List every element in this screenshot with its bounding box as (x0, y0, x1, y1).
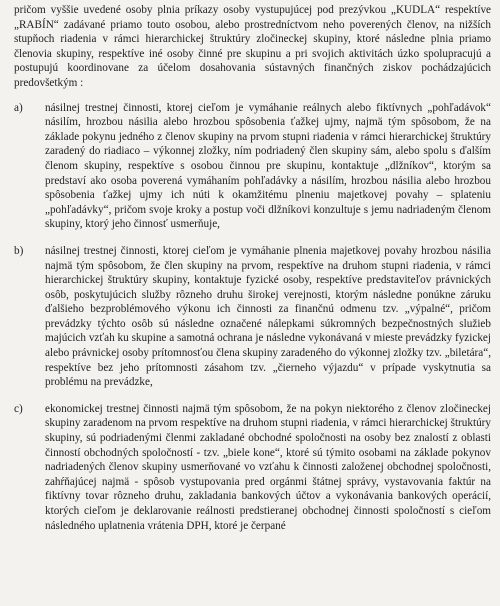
list-item-b (14, 244, 491, 390)
list-item-text-c: ekonomickej trestnej činnosti najmä tým spôsobom, že na pokyn niektorého z členov zločineckej skupiny zaradenom na prvom respektíve na druhom stupni riadenia, v rámci hierarchickej štruktúry skupiny, sú podriadenými členmi zakladané obchodné spoločnosti na osoby bez znalostí z oblasti činností obchodných spoločností - tzv. „biele kone“, ktoré sú týmito osobami na základe pokynov nadriadených členov skupiny usmerňované vo vzťahu k činnosti založenej obchodnej spoločnosti, zahŕňajúcej najmä - spôsob vystupovania pred orgánmi štátnej správy, vystavovania faktúr na fiktívny tovar rôzneho druhu, zakladania bankových účtov a vykonávania bankových operácií, ktorých cieľom je deklarovanie reálnosti predstieranej obchodnej činnosti spoločností s cieľom následného uplatnenia vrátenia DPH, ktoré je čerpané (45, 402, 491, 532)
list-item-c (14, 402, 491, 533)
list-marker-a: a) (14, 101, 23, 114)
list-marker-b: b) (14, 244, 24, 257)
list-marker-c: c) (14, 402, 23, 415)
intro-paragraph: pričom vyššie uvedené osoby plnia príkazy osoby vystupujúcej pod prezývkou „KUDLA“ respektíve „RABÍN“ zadávané priamo touto osobou, alebo prostredníctvom neho poverených členov, na nižších stupňoch riadenia v rámci hierarchickej štruktúry zločineckej skupiny, ktoré následne plnia priamo členovia skupiny, respektíve iné osoby činné pre skupinu a pri svojich aktivitách úzko spolupracujú a postupujú koordinovane za účelom dosahovania sústavných finančných ziskov pochádzajúcich predovšetkým : (14, 4, 491, 89)
list-item-a (14, 101, 491, 232)
list-item-text-b: násilnej trestnej činnosti, ktorej cieľom je vymáhanie plnenia majetkovej povahy hrozbou násilia najmä tým spôsobom, že člen skupiny na prvom, respektíve na druhom stupni riadenia, v rámci hierarchickej štruktúry skupiny, kontaktuje fyzické osoby, respektíve predstaviteľov právnických osôb, poskytujúcich služby rôzneho druhu širokej verejnosti, ktorým následne ponúkne záruku ďalšieho bezproblémového výkonu ich činnosti za finančnú odmenu tzv. „výpalné“, pričom prevádzky týchto osôb sú následne označené nálepkami súkromných bezpečnostných služieb majúcich vzťah ku skupine a samotná ochrana je následne vykonávaná v mieste prevádzky fyzickej alebo právnickej osoby prítomnosťou člena skupiny zaradeného do výkonnej zložky tzv. „biletára“, respektíve bez jeho prítomnosti zásahom tzv. „čierneho výjazdu“ v prípade vyskytnutia sa problému na prevádzke, (45, 244, 491, 389)
list-item-text-a: násilnej trestnej činnosti, ktorej cieľom je vymáhanie reálnych alebo fiktívnych „pohľadávok“ násilím, hrozbou násilia alebo hrozbou spôsobenia ťažkej ujmy, najmä tým spôsobom, že na základe pokynu jedného z členov skupiny na prvom stupni riadenia v rámci hierarchickej štruktúry zaradený do riadiaco – výkonnej zložky, ním podriadený člen skupiny sám, alebo spolu s ďalším členom skupiny, respektíve s osobou činnou pre skupinu, kontaktuje „dlžníkov“, ktorým sa predstaví ako osoba poverená vymáhaním pohľadávky a násilím, hrozbou násilia alebo hrozbou spôsobenia ťažkej ujmy ich núti k okamžitému plneniu majetkovej povahy – splateniu „pohľadávky“, pričom svoje kroky a postup voči dlžníkovi konzultuje s jemu nadriadeným členom skupiny, ktorý jeho činnosť usmerňuje, (45, 101, 491, 231)
